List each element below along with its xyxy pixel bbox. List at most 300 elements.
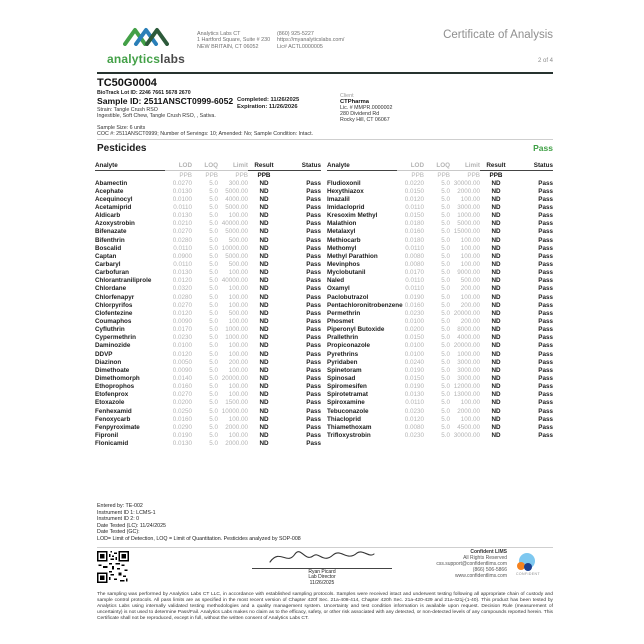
analyte-name: Acephate — [95, 187, 124, 195]
lod-value: 0.0100 — [404, 342, 424, 350]
result-value: ND — [259, 228, 269, 236]
result-value: ND — [491, 383, 501, 391]
analyte-name: Tebuconazole — [327, 407, 369, 415]
result-value: ND — [259, 366, 269, 374]
status-value: Pass — [306, 431, 321, 439]
loq-value: 5.0 — [441, 383, 450, 391]
lod-value: 0.0170 — [172, 326, 192, 334]
section-divider — [97, 139, 553, 140]
result-value: ND — [491, 212, 501, 220]
text-line: LOD= Limit of Detection, LOQ = Limit of Quantitation. Pesticides analyzed by SOP-008 — [97, 535, 301, 542]
lod-value: 0.0220 — [404, 179, 424, 187]
lod-value: 0.0110 — [405, 399, 424, 407]
lod-value: 0.0200 — [404, 326, 424, 334]
limit-value: 100.00 — [228, 285, 248, 293]
status-value: Pass — [538, 423, 553, 431]
status-value: Pass — [306, 358, 321, 366]
result-value: ND — [259, 431, 269, 439]
loq-value: 5.0 — [441, 285, 450, 293]
analyte-name: Pyridaben — [327, 358, 358, 366]
lod-value: 0.0180 — [404, 236, 424, 244]
loq-value: 5.0 — [209, 252, 218, 260]
table-row — [327, 423, 553, 431]
loq-value: 5.0 — [441, 350, 450, 358]
status-value: Pass — [306, 391, 321, 399]
lod-value: 0.0120 — [172, 350, 192, 358]
analyte-name: Fenoxycarb — [95, 415, 131, 423]
result-value: ND — [259, 212, 269, 220]
loq-value: 5.0 — [441, 187, 450, 195]
loq-value: 5.0 — [209, 244, 218, 252]
analyte-name: Acetamiprid — [95, 203, 132, 211]
limit-value: 500.00 — [228, 236, 248, 244]
result-value: ND — [259, 269, 269, 277]
table-row — [327, 236, 553, 244]
status-value: Pass — [538, 326, 553, 334]
lod-value: 0.0270 — [172, 228, 192, 236]
limit-value: 20000.00 — [453, 342, 480, 350]
result-value: ND — [491, 269, 501, 277]
analyte-name: Spiromesifen — [327, 383, 367, 391]
loq-value: 5.0 — [209, 334, 218, 342]
loq-value: 5.0 — [441, 212, 450, 220]
limit-value: 200.00 — [228, 358, 248, 366]
result-value: ND — [491, 415, 501, 423]
limit-value: 4500.00 — [457, 423, 480, 431]
limit-value: 500.00 — [228, 309, 248, 317]
confident-lims-logo — [515, 553, 541, 579]
limit-value: 100.00 — [228, 415, 248, 423]
limit-value: 100.00 — [228, 391, 248, 399]
analyte-name: Trifloxystrobin — [327, 431, 371, 439]
completed-date: Completed: 11/26/2025 — [237, 97, 300, 103]
lims-name: Confident LIMS — [470, 549, 507, 555]
analyte-name: Abamectin — [95, 179, 128, 187]
status-value: Pass — [306, 383, 321, 391]
table-row — [95, 285, 321, 293]
status-value: Pass — [306, 203, 321, 211]
table-row — [327, 326, 553, 334]
lod-value: 0.0230 — [404, 407, 424, 415]
analyte-name: Spiroxamine — [327, 399, 365, 407]
analyte-name: Chlorantraniliprole — [95, 277, 152, 285]
status-value: Pass — [538, 244, 553, 252]
result-value: ND — [259, 407, 269, 415]
result-value: ND — [491, 407, 501, 415]
limit-value: 5000.00 — [225, 228, 248, 236]
pesticide-table-left — [95, 162, 321, 448]
status-value: Pass — [306, 415, 321, 423]
status-value: Pass — [538, 277, 553, 285]
loq-value: 5.0 — [441, 293, 450, 301]
status-value: Pass — [538, 203, 553, 211]
status-value: Pass — [306, 317, 321, 325]
loq-value: 5.0 — [209, 187, 218, 195]
analyte-name: Ethoprophos — [95, 383, 135, 391]
lod-value: 0.0080 — [404, 423, 424, 431]
sample-id: Sample ID: 2511ANSCT0999-6052 — [97, 96, 234, 106]
status-value: Pass — [306, 334, 321, 342]
table-row — [95, 179, 321, 187]
lod-value: 0.0120 — [172, 309, 192, 317]
table-row — [327, 301, 553, 309]
table-row — [95, 407, 321, 415]
analyte-name: DDVP — [95, 350, 113, 358]
signature-date: 11/26/2025 — [309, 579, 335, 586]
result-value: ND — [491, 326, 501, 334]
loq-value: 5.0 — [209, 293, 218, 301]
status-value: Pass — [306, 350, 321, 358]
analyte-name: Methiocarb — [327, 236, 361, 244]
analyte-name: Aldicarb — [95, 212, 121, 220]
lab-address2: NEW BRITAIN, CT 06052 — [197, 43, 259, 50]
signer-name: Ryan Picard — [308, 568, 336, 575]
limit-value: 20000.00 — [453, 309, 480, 317]
analyte-name: Mevinphos — [327, 260, 360, 268]
limit-value: 2000.00 — [225, 440, 248, 448]
analyte-name: Bifenthrin — [95, 236, 125, 244]
result-value: ND — [259, 179, 269, 187]
status-value: Pass — [538, 374, 553, 382]
table-row — [95, 374, 321, 382]
status-value: Pass — [538, 317, 553, 325]
lod-value: 0.0080 — [404, 252, 424, 260]
analyte-name: Coumaphos — [95, 317, 132, 325]
result-value: ND — [259, 374, 269, 382]
table-row — [327, 203, 553, 211]
lod-value: 0.0120 — [404, 195, 424, 203]
result-value: ND — [259, 383, 269, 391]
limit-value: 5000.00 — [225, 187, 248, 195]
limit-value: 4000.00 — [457, 334, 480, 342]
signer-title: Lab Director — [308, 574, 336, 581]
lod-value: 0.0150 — [404, 334, 424, 342]
result-value: ND — [491, 236, 501, 244]
limit-value: 100.00 — [460, 236, 480, 244]
status-value: Pass — [306, 260, 321, 268]
limit-value: 30000.00 — [453, 431, 480, 439]
table-units-row — [327, 172, 553, 179]
table-row — [95, 440, 321, 448]
loq-value: 5.0 — [209, 399, 218, 407]
result-value: ND — [491, 317, 501, 325]
limit-value: 5000.00 — [457, 220, 480, 228]
table-row — [327, 399, 553, 407]
lab-address1: 1 Hartford Square, Suite # 230 — [197, 37, 271, 44]
lod-value: 0.0280 — [172, 236, 192, 244]
table-row — [327, 374, 553, 382]
analyte-name: Spirotetramat — [327, 391, 368, 399]
analysis-footer — [97, 503, 301, 542]
lod-value: 0.0270 — [172, 179, 192, 187]
table-row — [95, 301, 321, 309]
result-value: ND — [259, 309, 269, 317]
limit-value: 3000.00 — [457, 203, 480, 211]
lod-value: 0.0110 — [405, 203, 424, 211]
lod-value: 0.0110 — [405, 285, 424, 293]
lab-name: Analytics Labs CT — [197, 31, 241, 37]
limit-value: 1000.00 — [225, 334, 248, 342]
brand-primary: analytics — [107, 52, 161, 66]
limit-value: 1000.00 — [225, 326, 248, 334]
lod-value: 0.0090 — [172, 317, 192, 325]
table-row — [327, 260, 553, 268]
lims-website: www.confidentlims.com — [455, 573, 507, 579]
result-value: ND — [491, 334, 501, 342]
legal-disclaimer: The sampling was performed by Analytics Labs CT LLC, in accordance with established sampling protocols. Samples were received intact and underwent testing following all appropriate chain of custody and sample control protocols. All pass limits are as specified in the most recent version of Chapter 420f Sec. 21a-408-414, Chapter 420h Sec. 21a-420-429 and 21a-421j-(1-40). This product has been tested by Analytics Labs using internally validated testing methodologies and a quality management system. Uncertainty and test condition information is available upon request. Decision Rule (measurement of uncertainty) is not used to determine Pass/Fail. Analytics Labs makes no claim as to the efficacy, safety, or other risk associated with any detected, or non-detected levels of any compounds reported herein. This Certificate shall not be reproduced, except in full, without the written consent of Analytics Labs CT. — [97, 592, 553, 621]
analyte-name: Spinetoram — [327, 366, 362, 374]
limit-value: 30000.00 — [453, 179, 480, 187]
limit-value: 40000.00 — [221, 277, 248, 285]
analyte-name: Fipronil — [95, 431, 119, 439]
lod-value: 0.0230 — [404, 431, 424, 439]
table-row — [327, 342, 553, 350]
loq-value: 5.0 — [441, 269, 450, 277]
qr-code — [97, 551, 129, 588]
loq-value: 5.0 — [209, 220, 218, 228]
table-row — [95, 391, 321, 399]
status-value: Pass — [538, 366, 553, 374]
matrix-line: Ingestible, Soft Chew, Tangle Crush RSO, , Sativa. — [97, 113, 216, 119]
result-value: ND — [259, 277, 269, 285]
result-value: ND — [259, 244, 269, 252]
status-value: Pass — [306, 374, 321, 382]
result-value: ND — [259, 440, 269, 448]
table-row — [95, 252, 321, 260]
lab-contact-block — [277, 31, 344, 50]
page-number: 2 of 4 — [537, 58, 553, 64]
lod-value: 0.0110 — [173, 260, 192, 268]
result-value: ND — [259, 423, 269, 431]
lod-value: 0.0230 — [404, 309, 424, 317]
result-value: ND — [491, 203, 501, 211]
loq-value: 5.0 — [209, 277, 218, 285]
loq-value: 5.0 — [209, 228, 218, 236]
analyte-name: Metalaxyl — [327, 228, 356, 236]
table-row — [95, 415, 321, 423]
loq-value: 5.0 — [209, 407, 218, 415]
status-value: Pass — [306, 366, 321, 374]
expiration-date: Expiration: 11/26/2026 — [237, 104, 298, 111]
lod-value: 0.0900 — [172, 252, 192, 260]
result-value: ND — [259, 358, 269, 366]
status-value: Pass — [538, 293, 553, 301]
status-value: Pass — [306, 179, 321, 187]
analyte-name: Fludioxonil — [327, 179, 361, 187]
table-row — [95, 399, 321, 407]
analyte-name: Prallethrin — [327, 334, 359, 342]
analyte-name: Imidacloprid — [327, 203, 365, 211]
loq-value: 5.0 — [209, 309, 218, 317]
sample-size: Sample Size: 6 units — [97, 125, 146, 131]
status-value: Pass — [306, 309, 321, 317]
loq-value: 5.0 — [441, 244, 450, 252]
status-value: Pass — [306, 195, 321, 203]
loq-value: 5.0 — [209, 358, 218, 366]
analyte-name: Dimethomorph — [95, 374, 140, 382]
column-header-limit: Limit — [218, 162, 248, 171]
lod-value: 0.0150 — [404, 374, 424, 382]
limit-value: 100.00 — [228, 293, 248, 301]
status-value: Pass — [306, 252, 321, 260]
status-value: Pass — [538, 407, 553, 415]
table-row — [327, 228, 553, 236]
client-block — [340, 94, 392, 124]
loq-value: 5.0 — [209, 326, 218, 334]
loq-value: 5.0 — [441, 195, 450, 203]
table-row — [327, 350, 553, 358]
client-address1: 280 Dividend Rd — [340, 110, 380, 117]
analyticslabs-logo — [100, 26, 192, 66]
unit-lod: PPB — [411, 172, 424, 179]
limit-value: 100.00 — [228, 269, 248, 277]
loq-value: 5.0 — [209, 317, 218, 325]
analyte-name: Azoxystrobin — [95, 220, 135, 228]
table-row — [327, 366, 553, 374]
lod-value: 0.0100 — [404, 350, 424, 358]
result-value: ND — [259, 391, 269, 399]
limit-value: 40000.00 — [221, 220, 248, 228]
limit-value: 4000.00 — [225, 195, 248, 203]
lod-value: 0.0160 — [404, 228, 424, 236]
status-value: Pass — [538, 220, 553, 228]
loq-value: 5.0 — [441, 203, 450, 211]
result-value: ND — [259, 187, 269, 195]
analyte-name: Methomyl — [327, 244, 357, 252]
strain-line: Strain: Tangle Crush RSO — [97, 107, 158, 113]
table-row — [327, 212, 553, 220]
status-value: Pass — [538, 342, 553, 350]
document-title: Certificate of Analysis — [443, 29, 553, 41]
unit-result: PPB — [489, 172, 503, 179]
status-value: Pass — [538, 334, 553, 342]
lod-value: 0.0190 — [404, 366, 424, 374]
unit-limit: PPB — [235, 172, 248, 179]
limit-value: 3000.00 — [457, 366, 480, 374]
limit-value: 100.00 — [460, 293, 480, 301]
result-value: ND — [259, 326, 269, 334]
loq-value: 5.0 — [209, 269, 218, 277]
lod-value: 0.0200 — [172, 399, 192, 407]
loq-value: 5.0 — [209, 374, 218, 382]
section-status-badge: Pass — [533, 143, 553, 153]
result-value: ND — [259, 236, 269, 244]
lod-value: 0.0320 — [172, 285, 192, 293]
loq-value: 5.0 — [209, 260, 218, 268]
unit-loq: PPB — [205, 172, 218, 179]
analyte-name: Thiacloprid — [327, 415, 361, 423]
table-row — [95, 277, 321, 285]
loq-value: 5.0 — [441, 220, 450, 228]
status-value: Pass — [306, 342, 321, 350]
table-row — [327, 187, 553, 195]
limit-value: 100.00 — [460, 415, 480, 423]
table-row — [95, 358, 321, 366]
lod-value: 0.0090 — [172, 366, 192, 374]
lod-value: 0.0130 — [172, 440, 192, 448]
table-units-row — [95, 172, 321, 179]
loq-value: 5.0 — [209, 391, 218, 399]
column-header-loq: LOQ — [424, 162, 450, 171]
result-value: ND — [491, 220, 501, 228]
result-value: ND — [491, 252, 501, 260]
status-value: Pass — [538, 252, 553, 260]
limit-value: 10000.00 — [221, 244, 248, 252]
loq-value: 5.0 — [441, 252, 450, 260]
lod-value: 0.0190 — [404, 383, 424, 391]
status-value: Pass — [306, 236, 321, 244]
lims-rights: All Rights Reserved — [463, 555, 507, 561]
table-row — [95, 203, 321, 211]
loq-value: 5.0 — [209, 212, 218, 220]
lod-value: 0.0130 — [172, 187, 192, 195]
unit-result: PPB — [257, 172, 271, 179]
column-header-lod: LOD — [397, 162, 424, 171]
result-value: ND — [259, 252, 269, 260]
status-value: Pass — [306, 285, 321, 293]
client-label: Client — [340, 93, 354, 99]
column-header-result: Result — [480, 162, 512, 171]
loq-value: 5.0 — [209, 383, 218, 391]
table-row — [327, 309, 553, 317]
analyte-name: Piperonyl Butoxide — [327, 326, 385, 334]
analyte-name: Malathion — [327, 220, 357, 228]
mountain-logo-icon — [123, 26, 169, 46]
result-value: ND — [259, 399, 269, 407]
limit-value: 100.00 — [228, 431, 248, 439]
limit-value: 1000.00 — [457, 350, 480, 358]
lod-value: 0.0270 — [172, 391, 192, 399]
loq-value: 5.0 — [441, 407, 450, 415]
table-row — [95, 326, 321, 334]
result-value: ND — [491, 293, 501, 301]
limit-value: 2000.00 — [457, 407, 480, 415]
status-value: Pass — [306, 212, 321, 220]
lod-value: 0.0120 — [172, 277, 192, 285]
status-value: Pass — [538, 260, 553, 268]
status-value: Pass — [306, 326, 321, 334]
status-value: Pass — [306, 220, 321, 228]
status-value: Pass — [538, 195, 553, 203]
limit-value: 500.00 — [460, 277, 480, 285]
loq-value: 5.0 — [209, 179, 218, 187]
analyte-name: Propiconazole — [327, 342, 371, 350]
loq-value: 5.0 — [441, 317, 450, 325]
result-value: ND — [491, 431, 501, 439]
lod-value: 0.0130 — [404, 391, 424, 399]
lod-value: 0.0100 — [172, 195, 192, 203]
lims-block — [395, 549, 507, 579]
result-value: ND — [491, 187, 501, 195]
limit-value: 5000.00 — [225, 203, 248, 211]
header-divider — [97, 72, 553, 74]
limit-value: 3000.00 — [457, 374, 480, 382]
result-value: ND — [491, 260, 501, 268]
table-row — [327, 358, 553, 366]
table-body — [95, 179, 321, 448]
result-value: ND — [491, 423, 501, 431]
result-value: ND — [259, 317, 269, 325]
table-row — [95, 350, 321, 358]
analyte-name: Etoxazole — [95, 399, 125, 407]
signature-block — [252, 546, 392, 586]
analyte-name: Fenhexamid — [95, 407, 132, 415]
lod-value: 0.0110 — [173, 203, 192, 211]
analyte-name: Chlordane — [95, 285, 127, 293]
lod-value: 0.0240 — [404, 358, 424, 366]
lod-value: 0.0160 — [172, 383, 192, 391]
result-value: ND — [259, 334, 269, 342]
